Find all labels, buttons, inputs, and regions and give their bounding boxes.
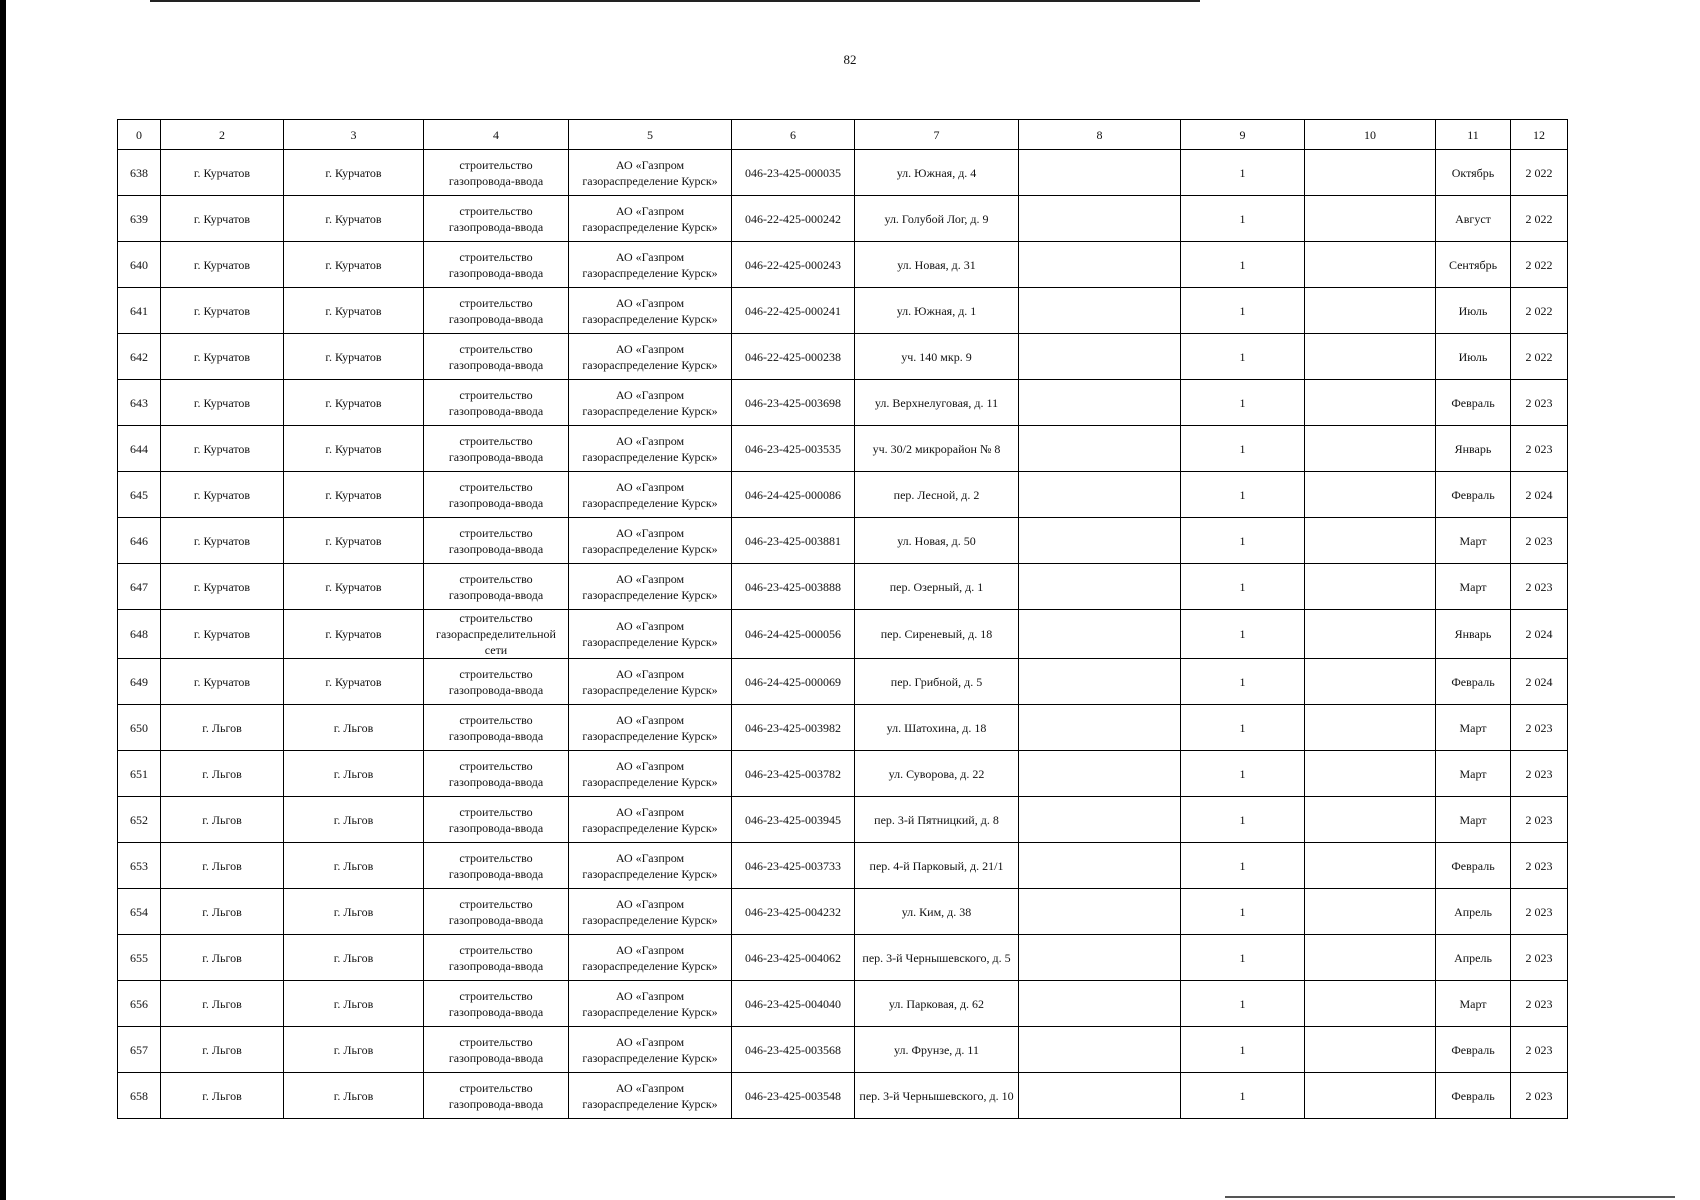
month-cell: Март <box>1436 981 1511 1027</box>
month-cell: Февраль <box>1436 380 1511 426</box>
registration-number-cell: 046-24-425-000086 <box>732 472 855 518</box>
year-cell: 2 023 <box>1511 797 1568 843</box>
table-row <box>118 472 1568 518</box>
organization-cell: АО «Газпром газораспределение Курск» <box>569 242 732 288</box>
organization-cell: АО «Газпром газораспределение Курск» <box>569 334 732 380</box>
row-number-cell: 638 <box>118 150 161 196</box>
registration-number-cell: 046-23-425-003733 <box>732 843 855 889</box>
quantity-cell: 1 <box>1181 843 1305 889</box>
column-8-cell <box>1019 150 1181 196</box>
scan-edge-bar <box>0 0 6 1200</box>
settlement-cell: г. Курчатов <box>284 196 424 242</box>
municipality-cell: г. Курчатов <box>161 334 284 380</box>
year-cell: 2 023 <box>1511 843 1568 889</box>
municipality-cell: г. Курчатов <box>161 288 284 334</box>
column-8-cell <box>1019 288 1181 334</box>
registration-number-cell: 046-22-425-000241 <box>732 288 855 334</box>
row-number-cell: 640 <box>118 242 161 288</box>
column-8-cell <box>1019 242 1181 288</box>
work-type-cell: строительство газопровода-ввода <box>424 1073 569 1119</box>
column-header: 10 <box>1305 120 1436 150</box>
municipality-cell: г. Льгов <box>161 1073 284 1119</box>
quantity-cell: 1 <box>1181 935 1305 981</box>
row-number-cell: 644 <box>118 426 161 472</box>
month-cell: Март <box>1436 564 1511 610</box>
table-body <box>118 150 1568 1119</box>
table-row <box>118 1027 1568 1073</box>
address-cell: пер. Лесной, д. 2 <box>855 472 1019 518</box>
work-type-cell: строительство газопровода-ввода <box>424 981 569 1027</box>
month-cell: Февраль <box>1436 1073 1511 1119</box>
work-type-cell: строительство газопровода-ввода <box>424 564 569 610</box>
column-10-cell <box>1305 981 1436 1027</box>
column-10-cell <box>1305 150 1436 196</box>
municipality-cell: г. Льгов <box>161 935 284 981</box>
organization-cell: АО «Газпром газораспределение Курск» <box>569 889 732 935</box>
month-cell: Январь <box>1436 426 1511 472</box>
column-8-cell <box>1019 981 1181 1027</box>
address-cell: ул. Фрунзе, д. 11 <box>855 1027 1019 1073</box>
column-8-cell <box>1019 426 1181 472</box>
organization-cell: АО «Газпром газораспределение Курск» <box>569 705 732 751</box>
quantity-cell: 1 <box>1181 380 1305 426</box>
year-cell: 2 022 <box>1511 242 1568 288</box>
municipality-cell: г. Курчатов <box>161 196 284 242</box>
month-cell: Февраль <box>1436 843 1511 889</box>
column-header: 5 <box>569 120 732 150</box>
row-number-cell: 658 <box>118 1073 161 1119</box>
quantity-cell: 1 <box>1181 705 1305 751</box>
municipality-cell: г. Льгов <box>161 705 284 751</box>
table-row <box>118 1073 1568 1119</box>
settlement-cell: г. Льгов <box>284 1073 424 1119</box>
row-number-cell: 656 <box>118 981 161 1027</box>
settlement-cell: г. Курчатов <box>284 242 424 288</box>
work-type-cell: строительство газопровода-ввода <box>424 288 569 334</box>
column-8-cell <box>1019 564 1181 610</box>
table-row <box>118 288 1568 334</box>
address-cell: пер. Грибной, д. 5 <box>855 659 1019 705</box>
organization-cell: АО «Газпром газораспределение Курск» <box>569 472 732 518</box>
organization-cell: АО «Газпром газораспределение Курск» <box>569 843 732 889</box>
year-cell: 2 023 <box>1511 751 1568 797</box>
quantity-cell: 1 <box>1181 889 1305 935</box>
settlement-cell: г. Курчатов <box>284 610 424 659</box>
table-row <box>118 981 1568 1027</box>
column-10-cell <box>1305 705 1436 751</box>
table-row <box>118 889 1568 935</box>
settlement-cell: г. Курчатов <box>284 150 424 196</box>
column-8-cell <box>1019 196 1181 242</box>
settlement-cell: г. Льгов <box>284 981 424 1027</box>
year-cell: 2 023 <box>1511 935 1568 981</box>
organization-cell: АО «Газпром газораспределение Курск» <box>569 426 732 472</box>
settlement-cell: г. Курчатов <box>284 380 424 426</box>
column-8-cell <box>1019 518 1181 564</box>
month-cell: Март <box>1436 518 1511 564</box>
column-header: 2 <box>161 120 284 150</box>
registration-number-cell: 046-23-425-003881 <box>732 518 855 564</box>
municipality-cell: г. Льгов <box>161 889 284 935</box>
work-type-cell: строительство газопровода-ввода <box>424 797 569 843</box>
row-number-cell: 647 <box>118 564 161 610</box>
column-10-cell <box>1305 889 1436 935</box>
row-number-cell: 643 <box>118 380 161 426</box>
table-row <box>118 935 1568 981</box>
work-type-cell: строительство газопровода-ввода <box>424 659 569 705</box>
table-header-row <box>118 120 1568 150</box>
registration-number-cell: 046-23-425-003782 <box>732 751 855 797</box>
month-cell: Февраль <box>1436 472 1511 518</box>
quantity-cell: 1 <box>1181 242 1305 288</box>
settlement-cell: г. Курчатов <box>284 518 424 564</box>
column-header: 7 <box>855 120 1019 150</box>
quantity-cell: 1 <box>1181 196 1305 242</box>
table-row <box>118 843 1568 889</box>
address-cell: пер. Озерный, д. 1 <box>855 564 1019 610</box>
settlement-cell: г. Льгов <box>284 751 424 797</box>
work-type-cell: строительство газопровода-ввода <box>424 196 569 242</box>
registration-number-cell: 046-22-425-000242 <box>732 196 855 242</box>
column-8-cell <box>1019 472 1181 518</box>
address-cell: ул. Верхнелуговая, д. 11 <box>855 380 1019 426</box>
settlement-cell: г. Льгов <box>284 843 424 889</box>
organization-cell: АО «Газпром газораспределение Курск» <box>569 1027 732 1073</box>
table-row <box>118 564 1568 610</box>
municipality-cell: г. Курчатов <box>161 610 284 659</box>
column-10-cell <box>1305 659 1436 705</box>
settlement-cell: г. Льгов <box>284 889 424 935</box>
row-number-cell: 646 <box>118 518 161 564</box>
column-8-cell <box>1019 751 1181 797</box>
municipality-cell: г. Курчатов <box>161 242 284 288</box>
work-type-cell: строительство газопровода-ввода <box>424 242 569 288</box>
column-header: 6 <box>732 120 855 150</box>
settlement-cell: г. Курчатов <box>284 659 424 705</box>
column-10-cell <box>1305 242 1436 288</box>
registration-number-cell: 046-23-425-003888 <box>732 564 855 610</box>
municipality-cell: г. Льгов <box>161 843 284 889</box>
column-10-cell <box>1305 472 1436 518</box>
row-number-cell: 639 <box>118 196 161 242</box>
column-10-cell <box>1305 1073 1436 1119</box>
column-8-cell <box>1019 380 1181 426</box>
year-cell: 2 023 <box>1511 564 1568 610</box>
year-cell: 2 023 <box>1511 889 1568 935</box>
column-10-cell <box>1305 288 1436 334</box>
address-cell: ул. Суворова, д. 22 <box>855 751 1019 797</box>
organization-cell: АО «Газпром газораспределение Курск» <box>569 935 732 981</box>
column-10-cell <box>1305 751 1436 797</box>
registration-number-cell: 046-22-425-000238 <box>732 334 855 380</box>
month-cell: Июль <box>1436 334 1511 380</box>
table-row <box>118 334 1568 380</box>
table-row <box>118 705 1568 751</box>
year-cell: 2 023 <box>1511 1027 1568 1073</box>
column-10-cell <box>1305 1027 1436 1073</box>
settlement-cell: г. Курчатов <box>284 472 424 518</box>
registration-number-cell: 046-23-425-003568 <box>732 1027 855 1073</box>
address-cell: ул. Парковая, д. 62 <box>855 981 1019 1027</box>
column-10-cell <box>1305 564 1436 610</box>
work-type-cell: строительство газопровода-ввода <box>424 334 569 380</box>
year-cell: 2 023 <box>1511 426 1568 472</box>
table-row <box>118 659 1568 705</box>
quantity-cell: 1 <box>1181 1027 1305 1073</box>
work-type-cell: строительство газопровода-ввода <box>424 935 569 981</box>
organization-cell: АО «Газпром газораспределение Курск» <box>569 1073 732 1119</box>
column-10-cell <box>1305 935 1436 981</box>
column-header: 9 <box>1181 120 1305 150</box>
month-cell: Апрель <box>1436 935 1511 981</box>
column-8-cell <box>1019 889 1181 935</box>
settlement-cell: г. Курчатов <box>284 334 424 380</box>
scan-bottom-line <box>1225 1196 1675 1198</box>
work-type-cell: строительство газопровода-ввода <box>424 380 569 426</box>
work-type-cell: строительство газопровода-ввода <box>424 518 569 564</box>
settlement-cell: г. Льгов <box>284 797 424 843</box>
column-8-cell <box>1019 705 1181 751</box>
column-8-cell <box>1019 1073 1181 1119</box>
registration-number-cell: 046-23-425-003535 <box>732 426 855 472</box>
row-number-cell: 652 <box>118 797 161 843</box>
row-number-cell: 642 <box>118 334 161 380</box>
month-cell: Август <box>1436 196 1511 242</box>
quantity-cell: 1 <box>1181 981 1305 1027</box>
work-type-cell: строительство газопровода-ввода <box>424 1027 569 1073</box>
municipality-cell: г. Курчатов <box>161 659 284 705</box>
month-cell: Сентябрь <box>1436 242 1511 288</box>
registration-number-cell: 046-24-425-000056 <box>732 610 855 659</box>
organization-cell: АО «Газпром газораспределение Курск» <box>569 797 732 843</box>
column-8-cell <box>1019 935 1181 981</box>
address-cell: ул. Новая, д. 31 <box>855 242 1019 288</box>
year-cell: 2 023 <box>1511 1073 1568 1119</box>
quantity-cell: 1 <box>1181 610 1305 659</box>
municipality-cell: г. Курчатов <box>161 518 284 564</box>
table-row <box>118 426 1568 472</box>
quantity-cell: 1 <box>1181 659 1305 705</box>
settlement-cell: г. Курчатов <box>284 564 424 610</box>
quantity-cell: 1 <box>1181 334 1305 380</box>
organization-cell: АО «Газпром газораспределение Курск» <box>569 518 732 564</box>
row-number-cell: 648 <box>118 610 161 659</box>
month-cell: Март <box>1436 705 1511 751</box>
column-header: 11 <box>1436 120 1511 150</box>
registration-number-cell: 046-24-425-000069 <box>732 659 855 705</box>
table-row <box>118 380 1568 426</box>
work-type-cell: строительство газопровода-ввода <box>424 751 569 797</box>
quantity-cell: 1 <box>1181 150 1305 196</box>
column-10-cell <box>1305 610 1436 659</box>
table-row <box>118 797 1568 843</box>
column-10-cell <box>1305 196 1436 242</box>
column-8-cell <box>1019 334 1181 380</box>
table-row <box>118 518 1568 564</box>
organization-cell: АО «Газпром газораспределение Курск» <box>569 610 732 659</box>
address-cell: пер. 3-й Чернышевского, д. 5 <box>855 935 1019 981</box>
scan-top-line <box>150 0 1200 2</box>
year-cell: 2 024 <box>1511 610 1568 659</box>
column-header: 4 <box>424 120 569 150</box>
column-header: 0 <box>118 120 161 150</box>
work-type-cell: строительство газопровода-ввода <box>424 705 569 751</box>
month-cell: Март <box>1436 751 1511 797</box>
table-row <box>118 150 1568 196</box>
quantity-cell: 1 <box>1181 426 1305 472</box>
month-cell: Апрель <box>1436 889 1511 935</box>
row-number-cell: 654 <box>118 889 161 935</box>
quantity-cell: 1 <box>1181 751 1305 797</box>
address-cell: пер. 4-й Парковый, д. 21/1 <box>855 843 1019 889</box>
municipality-cell: г. Курчатов <box>161 472 284 518</box>
address-cell: уч. 30/2 микрорайон № 8 <box>855 426 1019 472</box>
column-10-cell <box>1305 518 1436 564</box>
row-number-cell: 650 <box>118 705 161 751</box>
row-number-cell: 649 <box>118 659 161 705</box>
column-header: 12 <box>1511 120 1568 150</box>
registration-number-cell: 046-23-425-003698 <box>732 380 855 426</box>
column-10-cell <box>1305 843 1436 889</box>
address-cell: ул. Новая, д. 50 <box>855 518 1019 564</box>
year-cell: 2 023 <box>1511 518 1568 564</box>
organization-cell: АО «Газпром газораспределение Курск» <box>569 288 732 334</box>
month-cell: Июль <box>1436 288 1511 334</box>
work-type-cell: строительство газопровода-ввода <box>424 472 569 518</box>
table-row <box>118 610 1568 659</box>
work-type-cell: строительство газопровода-ввода <box>424 150 569 196</box>
organization-cell: АО «Газпром газораспределение Курск» <box>569 380 732 426</box>
year-cell: 2 022 <box>1511 150 1568 196</box>
settlement-cell: г. Льгов <box>284 1027 424 1073</box>
work-type-cell: строительство газопровода-ввода <box>424 426 569 472</box>
work-type-cell: строительство газопровода-ввода <box>424 889 569 935</box>
organization-cell: АО «Газпром газораспределение Курск» <box>569 564 732 610</box>
address-cell: пер. 3-й Пятницкий, д. 8 <box>855 797 1019 843</box>
row-number-cell: 657 <box>118 1027 161 1073</box>
work-type-cell: строительство газопровода-ввода <box>424 843 569 889</box>
year-cell: 2 022 <box>1511 288 1568 334</box>
municipality-cell: г. Курчатов <box>161 150 284 196</box>
municipality-cell: г. Льгов <box>161 797 284 843</box>
column-8-cell <box>1019 797 1181 843</box>
column-8-cell <box>1019 610 1181 659</box>
table-row <box>118 751 1568 797</box>
row-number-cell: 655 <box>118 935 161 981</box>
year-cell: 2 024 <box>1511 472 1568 518</box>
registration-number-cell: 046-23-425-003982 <box>732 705 855 751</box>
row-number-cell: 645 <box>118 472 161 518</box>
organization-cell: АО «Газпром газораспределение Курск» <box>569 751 732 797</box>
year-cell: 2 023 <box>1511 705 1568 751</box>
settlement-cell: г. Курчатов <box>284 426 424 472</box>
municipality-cell: г. Курчатов <box>161 564 284 610</box>
organization-cell: АО «Газпром газораспределение Курск» <box>569 981 732 1027</box>
month-cell: Октябрь <box>1436 150 1511 196</box>
registration-number-cell: 046-23-425-000035 <box>732 150 855 196</box>
quantity-cell: 1 <box>1181 518 1305 564</box>
registration-number-cell: 046-23-425-003548 <box>732 1073 855 1119</box>
organization-cell: АО «Газпром газораспределение Курск» <box>569 196 732 242</box>
organization-cell: АО «Газпром газораспределение Курск» <box>569 150 732 196</box>
work-type-cell: строительство газораспределительной сети <box>424 610 569 659</box>
page-number: 82 <box>843 52 857 67</box>
month-cell: Февраль <box>1436 659 1511 705</box>
column-10-cell <box>1305 380 1436 426</box>
quantity-cell: 1 <box>1181 564 1305 610</box>
address-cell: ул. Южная, д. 1 <box>855 288 1019 334</box>
table-row <box>118 242 1568 288</box>
municipality-cell: г. Курчатов <box>161 426 284 472</box>
municipality-cell: г. Льгов <box>161 751 284 797</box>
row-number-cell: 651 <box>118 751 161 797</box>
quantity-cell: 1 <box>1181 1073 1305 1119</box>
month-cell: Февраль <box>1436 1027 1511 1073</box>
column-header: 8 <box>1019 120 1181 150</box>
municipality-cell: г. Льгов <box>161 1027 284 1073</box>
address-cell: ул. Шатохина, д. 18 <box>855 705 1019 751</box>
registration-number-cell: 046-23-425-003945 <box>732 797 855 843</box>
quantity-cell: 1 <box>1181 797 1305 843</box>
column-8-cell <box>1019 659 1181 705</box>
settlement-cell: г. Льгов <box>284 705 424 751</box>
column-header: 3 <box>284 120 424 150</box>
address-cell: уч. 140 мкр. 9 <box>855 334 1019 380</box>
registration-number-cell: 046-23-425-004232 <box>732 889 855 935</box>
column-10-cell <box>1305 334 1436 380</box>
address-cell: ул. Южная, д. 4 <box>855 150 1019 196</box>
address-cell: пер. Сиреневый, д. 18 <box>855 610 1019 659</box>
municipality-cell: г. Курчатов <box>161 380 284 426</box>
year-cell: 2 023 <box>1511 380 1568 426</box>
row-number-cell: 641 <box>118 288 161 334</box>
municipality-cell: г. Льгов <box>161 981 284 1027</box>
column-8-cell <box>1019 843 1181 889</box>
year-cell: 2 022 <box>1511 196 1568 242</box>
registration-number-cell: 046-22-425-000243 <box>732 242 855 288</box>
month-cell: Январь <box>1436 610 1511 659</box>
address-cell: ул. Голубой Лог, д. 9 <box>855 196 1019 242</box>
registration-number-cell: 046-23-425-004040 <box>732 981 855 1027</box>
column-10-cell <box>1305 797 1436 843</box>
month-cell: Март <box>1436 797 1511 843</box>
row-number-cell: 653 <box>118 843 161 889</box>
settlement-cell: г. Льгов <box>284 935 424 981</box>
column-10-cell <box>1305 426 1436 472</box>
year-cell: 2 024 <box>1511 659 1568 705</box>
organization-cell: АО «Газпром газораспределение Курск» <box>569 659 732 705</box>
year-cell: 2 023 <box>1511 981 1568 1027</box>
register-table <box>117 119 1568 1119</box>
quantity-cell: 1 <box>1181 288 1305 334</box>
column-8-cell <box>1019 1027 1181 1073</box>
table-row <box>118 196 1568 242</box>
address-cell: ул. Ким, д. 38 <box>855 889 1019 935</box>
settlement-cell: г. Курчатов <box>284 288 424 334</box>
year-cell: 2 022 <box>1511 334 1568 380</box>
registration-number-cell: 046-23-425-004062 <box>732 935 855 981</box>
address-cell: пер. 3-й Чернышевского, д. 10 <box>855 1073 1019 1119</box>
quantity-cell: 1 <box>1181 472 1305 518</box>
